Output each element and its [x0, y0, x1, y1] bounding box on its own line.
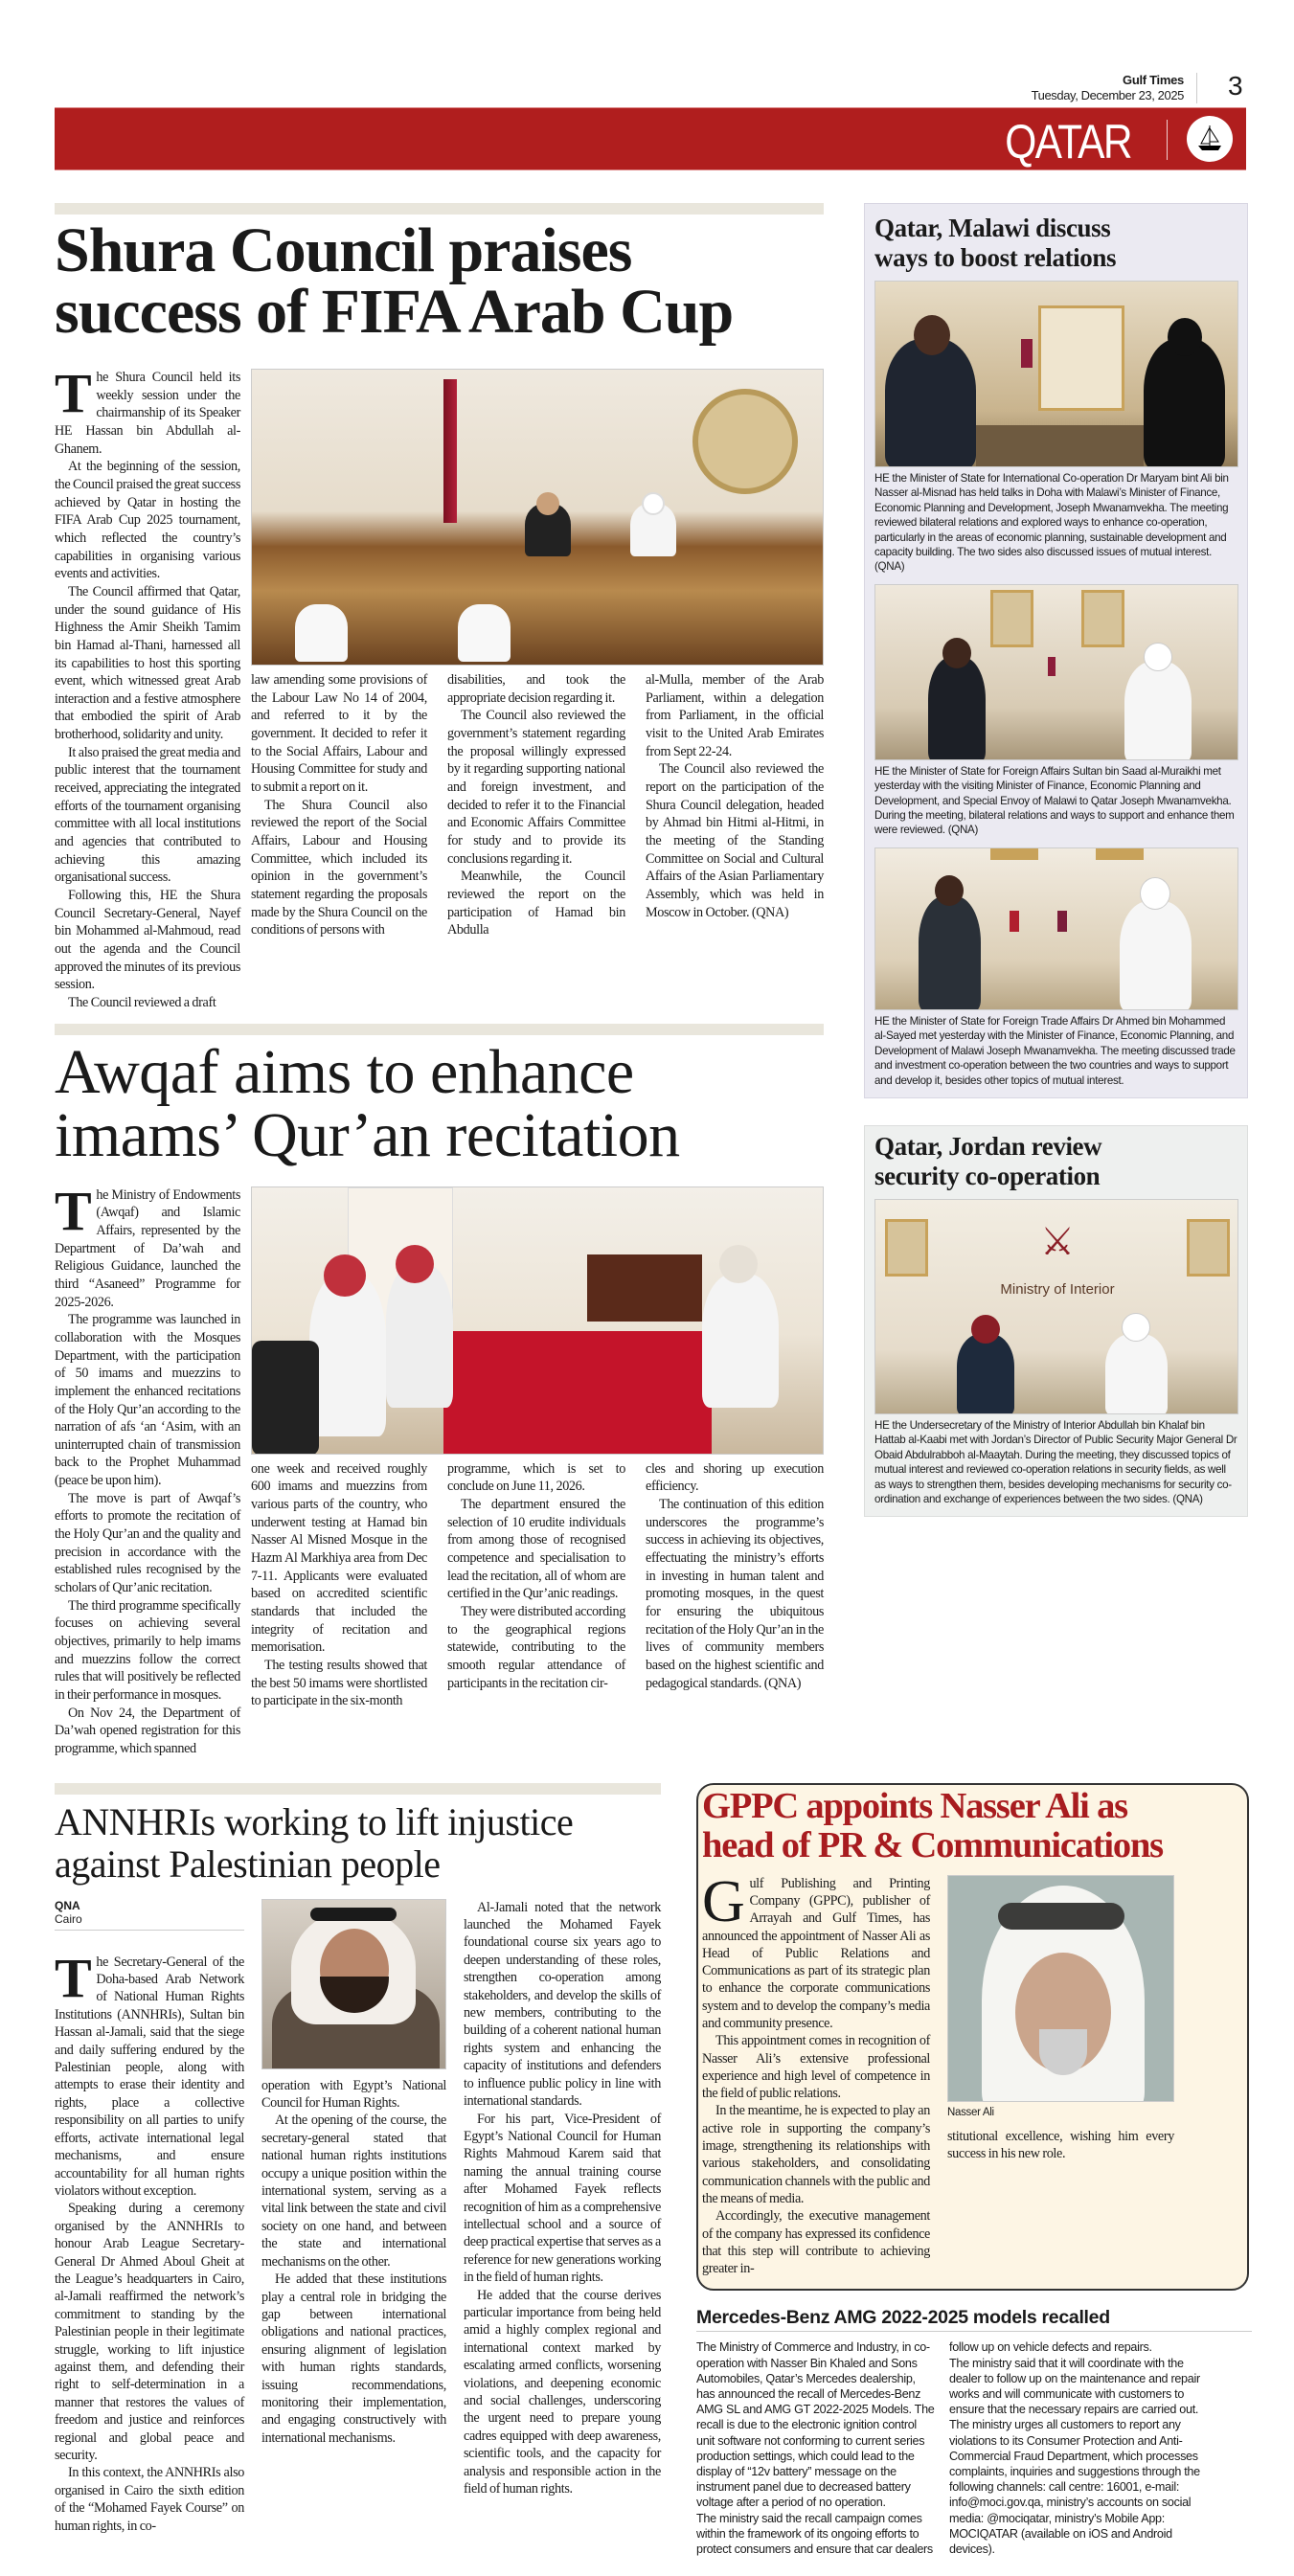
- section-rule: [55, 1024, 824, 1035]
- banner-divider: [1167, 120, 1168, 160]
- shura-column-2: [251, 671, 427, 939]
- headline-line: ANNHRIs working to lift injustice: [55, 1799, 574, 1843]
- mercedes-headline: Mercedes-Benz AMG 2022-2025 models recalled: [696, 2307, 1110, 2329]
- mercedes-body: [696, 2339, 1252, 2557]
- awqaf-column-2: [251, 1460, 427, 1710]
- paragraph-text: he Ministry of Endowments (Awqaf) and Islamic Affairs, represented by the Department of Da’wah and Religious Guidance, launched the third “Asaneed” Programme for 2025-2026.: [55, 1186, 240, 1310]
- mercedes-column-1: [696, 2339, 936, 2557]
- title-line: ways to boost relations: [874, 243, 1117, 272]
- malawi-caption-1: HE the Minister of State for International Co-operation Dr Maryam bint Ali bin Nasser al-Misnad has held talks in Doha with Malawi’s Minister of Finance, Economic Planning and Development, Joseph Mwanamvekha. The meeting reviewed bilateral relations and explored ways to enhance co-operation, particularly in the areas of economic planning, sustainable development and capacity building. The two sides also discussed issues of mutual interest. (QNA): [874, 472, 1229, 574]
- page-number: 3: [1228, 71, 1243, 101]
- paragraph: He added that the course derives particular importance from being held amid a highly complex regional and international context marked by escalating armed conflicts, worsening violations, and deepening economic and social challenges, underscoring the urgent need to prepare young cadres equipped with deep awareness, scientific tools, and the capacity for analysis and responsible action in the field of human rights.: [464, 2287, 661, 2497]
- crest-icon: ⚔: [1040, 1219, 1075, 1263]
- dhow-icon: [1187, 116, 1233, 162]
- paragraph: The move is part of Awqaf’s efforts to promote the recitation of the Holy Qur’an and the quality and precision in accordance with the established rules recognised by the scholars of Qur’anic recitation.: [55, 1490, 240, 1596]
- paragraph: stitutional excellence, wishing him every success in his new role.: [947, 2129, 1174, 2162]
- gppc-box: [696, 1783, 1249, 2292]
- paragraph: Following this, HE the Shura Council Secretary-General, Nayef bin Mohammed al-Mahmoud, read out the agenda and the Council approved the minutes of its previous session.: [55, 888, 240, 993]
- awqaf-column-3: [447, 1460, 625, 1693]
- paragraph: The testing results showed that the best 50 imams were shortlisted to participate in the six-month: [251, 1657, 427, 1709]
- paragraph: [702, 1868, 930, 2033]
- paragraph: On Nov 24, the Department of Da’wah opened registration for this programme, which spanned: [55, 1705, 240, 1756]
- paragraph: one week and received roughly 600 imams and muezzins from various parts of the country, who underwent testing at Hamad bin Nasser Al Misned Mosque in the Hazm Al Markhiya area from Dec 7-11. Applicants were evaluated based on accredited scientific standards that included the integrity of recitation and memorisation.: [251, 1460, 427, 1656]
- shura-headline: [55, 215, 824, 347]
- paragraph: [55, 1946, 244, 2201]
- paragraph: Meanwhile, the Council reviewed the report on the participation of Hamad bin Abdulla: [447, 869, 625, 938]
- headline-line: imams’ Qur’an recitation: [55, 1099, 680, 1170]
- jordan-meeting-photo: [874, 1199, 1238, 1414]
- annhri-article: [55, 1783, 668, 2535]
- awqaf-right-block: [251, 1186, 824, 1710]
- headline-line: head of PR & Communications: [702, 1824, 1163, 1865]
- photo-caption: Nasser Ali: [947, 2106, 994, 2118]
- annhri-column-1: [55, 1946, 244, 2535]
- paragraph: cles and shoring up execution efficiency.: [646, 1460, 824, 1495]
- paragraph: The Council also reviewed the government’s statement regarding the proposal willingly expressed by it regarding supporting national and foreign investment, and decided to refer it to the Financial and Economic Affairs Committee for study and to provide its conclusions regarding it.: [447, 708, 625, 867]
- shura-column-4: [646, 671, 824, 921]
- masthead-divider: [1196, 73, 1197, 103]
- awqaf-column-4: [646, 1460, 824, 1693]
- byline-divider: [55, 1930, 244, 1931]
- annhri-middle-block: [261, 1899, 446, 2448]
- headline-line: GPPC appoints Nasser Ali as: [702, 1785, 1127, 1826]
- paragraph: al-Mulla, member of the Arab Parliament, within a delegation from Parliament, in the official visit to the United Arab Emirates from Sept 22-24.: [646, 672, 824, 759]
- paragraph-text: he Secretary-General of the Doha-based Arab Network of National Human Rights Institutions (ANNHRIs), Sultan bin Hassan al-Jamali, said that the siege and daily suffering endured by the Palestinian people, along with attempts to erase their identity and rights, place a collective responsibility on all parties to unify efforts, activate international legal mechanisms, and ensure accountability for all human rights violators without exception.: [55, 1954, 244, 2199]
- malawi-meeting-photo-3: [874, 847, 1238, 1010]
- shura-column-3: [447, 671, 625, 939]
- paragraph: They were distributed according to the geographical regions statewide, contributing to the smooth regular attendance of participants in the recitation cir-: [447, 1603, 625, 1691]
- paragraph: The continuation of this edition underscores the programme’s success in achieving its objectives, effectuating the ministry’s efforts in investing in human talent and promoting mosques, in the quest for ensuring the ubiquitous recitation of the Holy Qur’an in the lives of community members based on the highest scientific and pedagogical standards. (QNA): [646, 1496, 824, 1691]
- paragraph: Accordingly, the executive management of the company has expressed its confidence that this step will contribute to achieving greater in-: [702, 2208, 930, 2277]
- gppc-column-2: [947, 2128, 1174, 2163]
- headline-line: against Palestinian people: [55, 1842, 441, 1886]
- drop-cap: T: [55, 362, 92, 424]
- right-sidebar-column: [864, 203, 1248, 1517]
- al-jamali-photo: [261, 1899, 446, 2069]
- main-column: [55, 203, 824, 1758]
- paragraph: At the beginning of the session, the Council praised the great success achieved by Qatar in hosting the FIFA Arab Cup 2025 tournament, which reflected the country’s capabilities in organising various events and activities.: [55, 459, 240, 582]
- paragraph: The Ministry of Commerce and Industry, in co-operation with Nasser Bin Khaled and Sons Automobiles, Qatar’s Mercedes dealership, has announced the recall of Mercedes-Benz AMG SL and AMG GT 2022-2025 Models. The recall is due to the electronic ignition control unit software not conforming to current series production settings, which could lead to the display of “12v battery” message on the instrument panel due to decreased battery voltage after a period of no operation.: [696, 2340, 935, 2510]
- drop-cap: T: [55, 1179, 92, 1242]
- paragraph: The Council affirmed that Qatar, under the sound guidance of His Highness the Amir Sheikh Tamim bin Hamad al-Thani, harnessed all its capabilities to host this sporting event, which witnessed great Arab interaction and a festive atmosphere that embodied the spirit of Arab brotherhood, solidarity and unity.: [55, 583, 240, 743]
- headline-rule: [696, 2331, 1252, 2332]
- paragraph: The third programme specifically focuses on achieving several objectives, primarily to help imams and muezzins follow the correct rules that will positively be reflected in their performance in mosques.: [55, 1597, 240, 1703]
- paragraph: It also praised the great media and public interest that the tournament received, appreciating the integrated efforts of the tournament organising committee with all local institutions and agencies that contributed to achieving this amazing organisational success.: [55, 744, 240, 886]
- annhri-body: [55, 1899, 668, 2535]
- awqaf-lower-columns: [251, 1460, 824, 1710]
- nasser-ali-photo: [947, 1875, 1174, 2102]
- annhri-column-2: [261, 2077, 446, 2448]
- awqaf-column-1: [55, 1179, 240, 1758]
- paragraph-text: he Shura Council held its weekly session under the chairmanship of its Speaker HE Hassan bin Abdullah al-Ghanem.: [55, 370, 240, 457]
- paragraph: He added that these institutions play a central role in bridging the gap between international obligations and national practices, ensuring alignment of legislation with human rights standards, issuing recommendations, monitoring their implementation, and engaging constructively with international mechanisms.: [261, 2271, 446, 2446]
- awqaf-recitation-photo: [251, 1186, 824, 1455]
- headline-line: success of FIFA Arab Cup: [55, 277, 734, 347]
- shura-lower-columns: [251, 671, 824, 939]
- malawi-meeting-photo-2: [874, 584, 1238, 760]
- title-line: Qatar, Jordan review: [874, 1131, 1102, 1161]
- shura-column-1: [55, 362, 240, 1012]
- malawi-sidebar: [864, 203, 1248, 1098]
- annhri-left-block: [55, 1899, 244, 2535]
- paragraph: At the opening of the course, the secretary-general stated that national human rights institutions occupy a unique position within the international system, serving as a vital link between the state and civil society on one hand, and between the state and international mechanisms on the other.: [261, 2113, 446, 2270]
- headline-line: Shura Council praises: [55, 215, 632, 285]
- title-line: Qatar, Malawi discuss: [874, 214, 1111, 242]
- paragraph: Al-Jamali noted that the network launched the Mohamed Fayek foundational course six years ago to deepen understanding of these roles, strengthen co-operation among stakeholders, and develop the skills of new members, contributing to the building of a coherent national human rights system and enhancing the capacity of institutions and defenders to influence public policy in line with international standards.: [464, 1899, 661, 2110]
- awqaf-body: [55, 1179, 824, 1758]
- section-rule: [55, 203, 824, 215]
- gppc-body: [702, 1868, 1241, 2278]
- newspaper-name: Gulf Times: [1123, 73, 1184, 87]
- awqaf-headline: [55, 1036, 850, 1170]
- malawi-caption-3: HE the Minister of State for Foreign Trade Affairs Dr Ahmed bin Mohammed al-Sayed met yesterday with the Minister of Finance, Economic Planning, and Development of Malawi Joseph Mwanamvekha. The meeting discussed trade and investment co-operation between the two countries and ways to support and develop it, besides other topics of mutual interest.: [874, 1014, 1236, 1087]
- drop-cap: G: [702, 1868, 745, 1934]
- paragraph: For his part, Vice-President of Egypt’s National Council for Human Rights Mahmoud Karem said that naming the annual training course after Mohamed Fayek reflects recognition of him as a comprehensive intellectual school and a source of deep practical expertise that serves as a reference for new generations working in the field of human rights.: [464, 2111, 661, 2286]
- paragraph: law amending some provisions of the Labour Law No 14 of 2004, and referred to it by the government. It decided to refer it to the Social Affairs, Labour and Housing Committee for study and to submit a report on it.: [251, 672, 427, 795]
- paragraph: The ministry said the recall campaign comes within the framework of its ongoing efforts to protect consumers and ensure that car dealers: [696, 2511, 933, 2557]
- mercedes-column-2: [949, 2339, 1203, 2557]
- paragraph: The programme was launched in collaboration with the Mosques Department, with the participation of 50 imams and muezzins to implement the enhanced recitations of the Holy Qur’an according to the narration of afs ‘an ‘Asim, with an uninterrupted chain of transmission back to the Prophet Muhammad (peace be upon him).: [55, 1312, 240, 1489]
- bottom-area: [55, 1783, 1248, 2576]
- paragraph: The Council also reviewed the report on the participation of the Shura Council delegation, headed by Ahmad bin Hitmi al-Hitmi, in the meeting of the Standing Committee on Social and Cultural Affairs of the Asian Parliamentary Assembly, which was held in Moscow in October. (QNA): [646, 761, 824, 920]
- paragraph: In this context, the ANNHRIs also organised in Cairo the sixth edition of the “Mohamed Fayek Course” on human rights, in co-: [55, 2465, 244, 2534]
- paragraph: This appointment comes in recognition of Nasser Ali’s extensive professional experience and high level of competence in the field of public relations.: [702, 2033, 930, 2102]
- jordan-caption: HE the Undersecretary of the Ministry of Interior Abdullah bin Khalaf bin Hattab al-Kaabi met with Jordan’s Director of Public Security Major General Dr Obaid Abdulrabboh al-Maaytah. During the meeting, they discussed topics of mutual interest and reviewed co-operation relations in security fields, as well as ways to strengthen them, besides developing mechanisms for security co-ordination and exchange of experiences between the two sides. (QNA): [874, 1418, 1237, 1505]
- paragraph: The Shura Council also reviewed the report of the Social Affairs, Labour and Housing Committee, which included its opinion in the government’s statement regarding the proposals made by the Shura Council on the conditions of persons with: [251, 797, 427, 938]
- paragraph: The ministry said that it will coordinate with the dealer to follow up on the maintenance and repair works and will communicate with customers to ensure that the necessary repairs are carried out.: [949, 2356, 1200, 2417]
- gppc-column-1: [702, 1868, 930, 2278]
- section-rule: [55, 1783, 661, 1795]
- shura-body: [55, 362, 824, 1012]
- shura-session-photo: [251, 369, 824, 666]
- issue-date: Tuesday, December 23, 2025: [1031, 88, 1184, 102]
- bottom-right-block: [696, 1783, 1252, 2558]
- paragraph: [55, 1179, 240, 1312]
- paragraph: The department ensured the selection of 10 erudite individuals from among those of recognised competence and specialisation to lead the recitation, all of whom are certified in the Qur’anic readings.: [447, 1496, 625, 1602]
- section-title: QATAR: [1005, 115, 1131, 169]
- drop-cap: T: [55, 1946, 92, 2009]
- paragraph: In the meantime, he is expected to play an active role in supporting the company’s image, strengthening its relationships with various stakeholders, and consolidating communication channels with the public and the means of media.: [702, 2103, 930, 2206]
- paragraph: Speaking during a ceremony organised by the ANNHRIs to honour Arab League Secretary-General Dr Ahmed Aboul Gheit at the League’s headquarters in Cairo, al-Jamali reaffirmed the network’s commitment to standing by the Palestinian people in their legitimate struggle, working to lift injustice against them, and defending their right to self-determination in a manner that restores the values of freedom and justice and reinforces regional and global peace and security.: [55, 2201, 244, 2463]
- paragraph: follow up on vehicle defects and repairs.: [949, 2340, 1152, 2355]
- headline-line: Awqaf aims to enhance: [55, 1036, 634, 1107]
- annhri-headline: [55, 1801, 668, 1886]
- malawi-caption-2: HE the Minister of State for Foreign Affairs Sultan bin Saad al-Muraikhi met yesterday with the visiting Minister of Finance, Economic Planning and Development, and Special Envoy of Malawi to Qatar Joseph Mwanamvekha. During the meeting, bilateral relations and ways to support and enhance them were reviewed. (QNA): [874, 764, 1235, 837]
- paragraph: [55, 362, 240, 458]
- byline: QNA: [55, 1898, 80, 1912]
- section-banner: [55, 107, 1246, 170]
- paragraph: operation with Egypt’s National Council for Human Rights.: [261, 2077, 446, 2112]
- ministry-sign: Ministry of Interior: [1000, 1280, 1115, 1298]
- dateline: Cairo: [55, 1911, 82, 1926]
- title-line: security co-operation: [874, 1161, 1101, 1190]
- gppc-right-block: [947, 1875, 1174, 2163]
- jordan-sidebar: [864, 1125, 1248, 1517]
- paragraph-text: ulf Publishing and Printing Company (GPPC), publisher of Arrayah and Gulf Times, has announced the appointment of Nasser Ali as Head of Public Relations and Communications as part of its strategic plan to enhance the corporate communications system and to develop the company’s media and community presence.: [702, 1875, 930, 2031]
- gppc-headline: [702, 1787, 1241, 1865]
- paragraph: programme, which is set to conclude on June 11, 2026.: [447, 1460, 625, 1495]
- paragraph: The ministry urges all customers to report any violations to its Consumer Protection and Anti-Commercial Fraud Department, which processes complaints, inquiries and suggestions through the following channels: call centre: 16001, e-mail: info@moci.gov.qa, ministry’s accounts on social media: @mociqatar, ministry’s Mobile App: MOCIQATAR (available on iOS and Android devices).: [949, 2418, 1200, 2557]
- paragraph: disabilities, and took the appropriate decision regarding it.: [447, 672, 625, 706]
- shura-right-block: [251, 369, 824, 939]
- malawi-meeting-photo-1: [874, 281, 1238, 467]
- top-area: [55, 0, 1248, 1758]
- malawi-title: [874, 214, 1238, 273]
- jordan-title: [874, 1132, 1238, 1191]
- annhri-column-3: [464, 1899, 661, 2498]
- paragraph: The Council reviewed a draft: [68, 994, 216, 1010]
